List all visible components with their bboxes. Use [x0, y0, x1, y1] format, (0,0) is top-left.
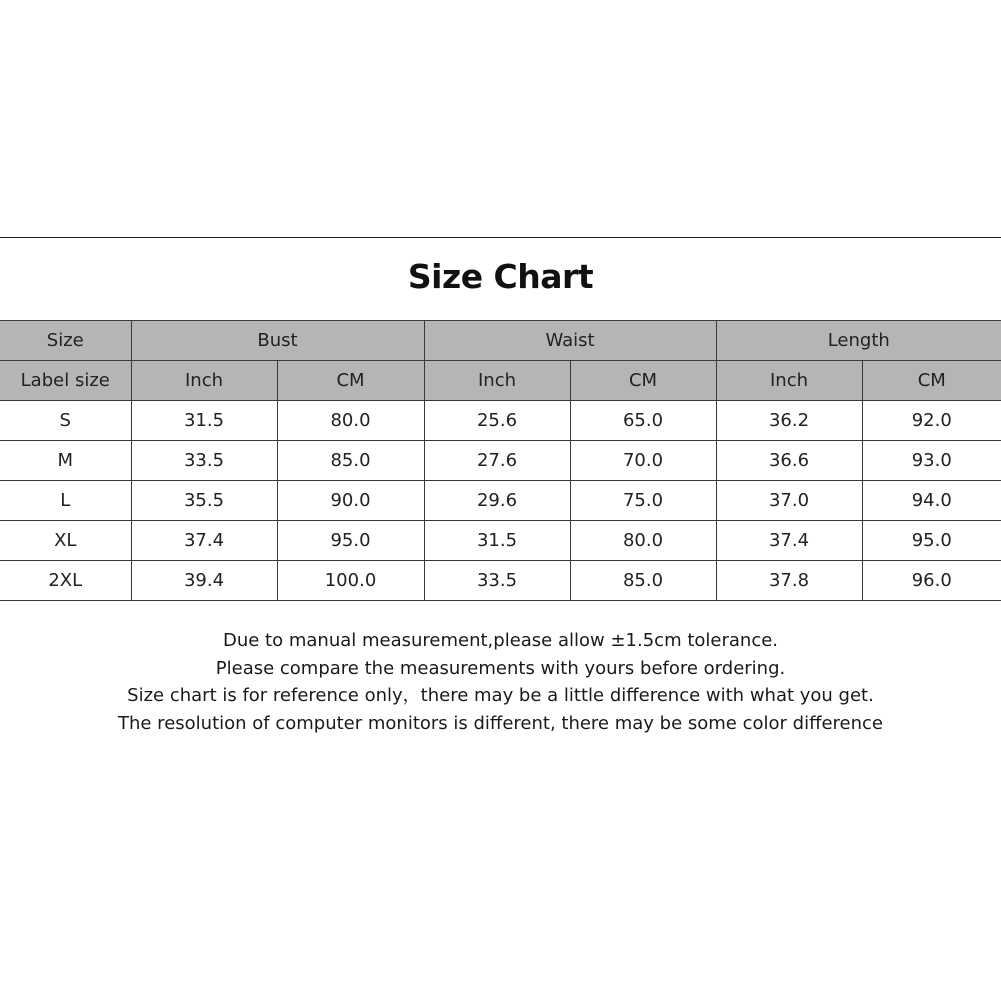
cell-waist-cm: 65.0: [570, 401, 716, 441]
header-length-inch: Inch: [716, 361, 862, 401]
measurement-notes: [0, 627, 1001, 737]
table-row: [0, 401, 1001, 441]
size-chart-table: [0, 320, 1001, 601]
cell-bust-cm: 100.0: [277, 561, 424, 601]
cell-length-inch: 36.6: [716, 441, 862, 481]
header-length: Length: [716, 321, 1001, 361]
header-label-size: Label size: [0, 361, 131, 401]
header-length-cm: CM: [862, 361, 1001, 401]
cell-bust-inch: 39.4: [131, 561, 277, 601]
note-line: Size chart is for reference only，there may be a little difference with what you get.: [127, 685, 874, 706]
cell-bust-cm: 85.0: [277, 441, 424, 481]
cell-waist-inch: 27.6: [424, 441, 570, 481]
note-line: The resolution of computer monitors is different, there may be some color difference: [117, 712, 884, 734]
cell-label-size: 2XL: [0, 561, 131, 601]
cell-bust-inch: 31.5: [131, 401, 277, 441]
note-line: Please compare the measurements with yours before ordering.: [215, 657, 786, 679]
header-bust-cm: CM: [277, 361, 424, 401]
cell-waist-inch: 33.5: [424, 561, 570, 601]
cell-length-inch: 37.4: [716, 521, 862, 561]
cell-waist-cm: 85.0: [570, 561, 716, 601]
cell-label-size: L: [0, 481, 131, 521]
cell-waist-cm: 70.0: [570, 441, 716, 481]
group-header-row: [0, 321, 1001, 361]
cell-bust-cm: 95.0: [277, 521, 424, 561]
cell-waist-cm: 75.0: [570, 481, 716, 521]
cell-length-cm: 93.0: [862, 441, 1001, 481]
cell-length-inch: 36.2: [716, 401, 862, 441]
cell-bust-cm: 80.0: [277, 401, 424, 441]
cell-label-size: M: [0, 441, 131, 481]
cell-bust-inch: 37.4: [131, 521, 277, 561]
note-line: Due to manual measurement,please allow ±1.5cm tolerance.: [222, 630, 779, 651]
cell-length-cm: 96.0: [862, 561, 1001, 601]
header-size: Size: [0, 321, 131, 361]
cell-label-size: S: [0, 401, 131, 441]
cell-waist-inch: 31.5: [424, 521, 570, 561]
unit-header-row: [0, 361, 1001, 401]
cell-length-inch: 37.0: [716, 481, 862, 521]
cell-bust-inch: 33.5: [131, 441, 277, 481]
header-bust: Bust: [131, 321, 424, 361]
cell-length-cm: 92.0: [862, 401, 1001, 441]
header-waist-cm: CM: [570, 361, 716, 401]
cell-label-size: XL: [0, 521, 131, 561]
header-waist-inch: Inch: [424, 361, 570, 401]
cell-bust-cm: 90.0: [277, 481, 424, 521]
cell-length-cm: 95.0: [862, 521, 1001, 561]
table-row: [0, 441, 1001, 481]
table-row: [0, 561, 1001, 601]
cell-bust-inch: 35.5: [131, 481, 277, 521]
cell-waist-cm: 80.0: [570, 521, 716, 561]
cell-waist-inch: 25.6: [424, 401, 570, 441]
table-row: [0, 481, 1001, 521]
table-row: [0, 521, 1001, 561]
header-waist: Waist: [424, 321, 716, 361]
cell-length-cm: 94.0: [862, 481, 1001, 521]
cell-length-inch: 37.8: [716, 561, 862, 601]
top-divider: [0, 237, 1001, 238]
cell-waist-inch: 29.6: [424, 481, 570, 521]
page-title: Size Chart: [407, 257, 594, 296]
header-bust-inch: Inch: [131, 361, 277, 401]
